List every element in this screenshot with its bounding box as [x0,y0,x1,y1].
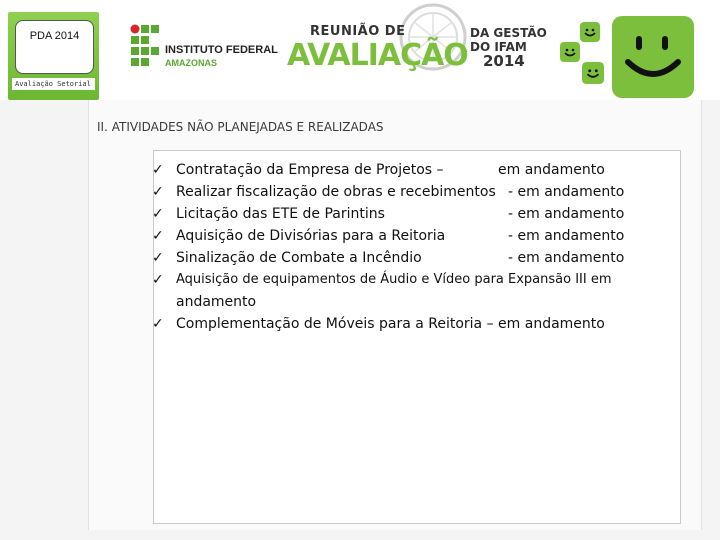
smiley-icon [582,62,604,84]
list-item: Aquisição de Divisórias para a Reitoria [176,228,446,244]
checkmark-icon: ✓ [152,206,164,222]
pda-badge [8,12,99,100]
institution-campus: AMAZONAS [165,58,217,68]
header [0,0,720,100]
smiley-icon [560,42,580,62]
event-line2: DA GESTÃO [470,26,547,40]
item-status: andamento [176,294,257,310]
list-item: Aquisição de equipamentos de Áudio e Vídeo para Expansão III em [176,272,612,287]
checkmark-icon: ✓ [152,184,164,200]
institution-name: INSTITUTO FEDERAL [165,44,278,56]
list-item: Complementação de Móveis para a Reitoria – em andamento [176,316,605,332]
item-status: - em andamento [508,228,625,244]
item-status: - em andamento [508,250,625,266]
list-item: Realizar fiscalização de obras e recebimentos [176,184,496,200]
event-title: AVALIAÇÃO [287,38,468,73]
checkmark-icon: ✓ [152,272,164,288]
section-title: II. ATIVIDADES NÃO PLANEJADAS E REALIZADAS [97,120,384,134]
item-status: - em andamento [508,206,625,222]
list-item: Licitação das ETE de Parintins [176,206,385,222]
list-item: Contratação da Empresa de Projetos – [176,162,444,178]
checkmark-icon: ✓ [152,250,164,266]
checkmark-icon: ✓ [152,316,164,332]
item-status: - em andamento [508,184,625,200]
pda-badge-title: PDA 2014 [29,30,80,42]
ifam-logo-icon [130,24,160,68]
event-year: 2014 [483,52,525,70]
smiley-icon [580,22,600,42]
list-item: Sinalização de Combate a Incêndio [176,250,422,266]
large-smiley-icon [612,16,694,98]
event-line3: DO IFAM [470,40,527,54]
checkmark-icon: ✓ [152,162,164,178]
pda-badge-subtitle: Avaliação Setorial [12,78,95,90]
item-status: em andamento [498,162,605,178]
checkmark-icon: ✓ [152,228,164,244]
event-line1: REUNIÃO DE [310,24,406,39]
pda-badge-frame [15,20,94,74]
